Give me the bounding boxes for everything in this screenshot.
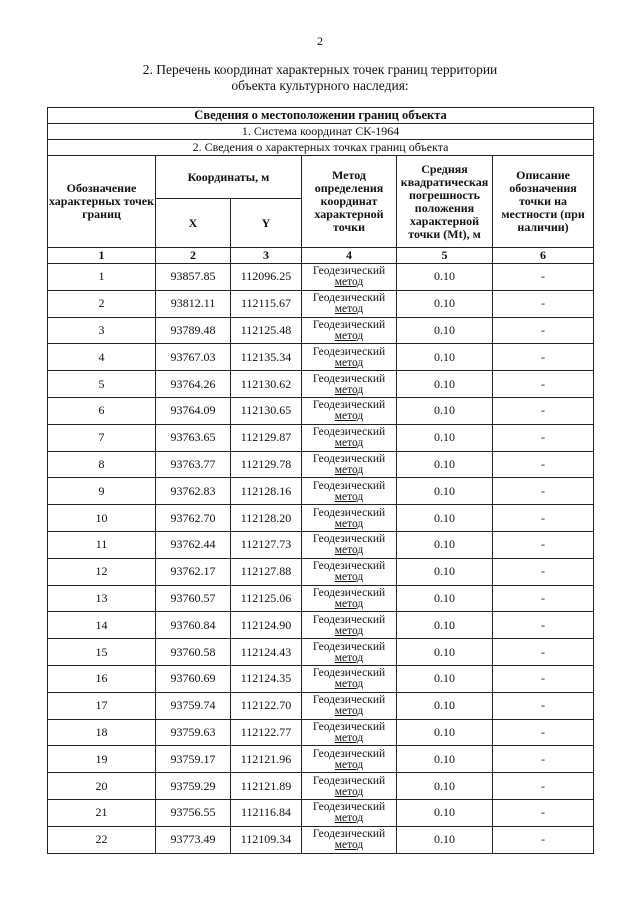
point-number-cell: 2 [48, 290, 156, 317]
method-text [302, 748, 396, 771]
error-cell: 0.10 [397, 692, 493, 719]
method-text [302, 560, 396, 583]
method-line-1: Геодезический [312, 265, 386, 278]
method-cell [302, 826, 397, 853]
y-coordinate-cell: 112130.62 [231, 371, 302, 398]
column-number: 6 [493, 248, 594, 264]
table-row [48, 344, 594, 371]
method-line-2: метод [334, 410, 364, 423]
description-cell: - [493, 746, 594, 773]
method-text [302, 801, 396, 824]
method-line-1: Геодезический [312, 426, 386, 439]
description-cell: - [493, 478, 594, 505]
point-number-cell: 13 [48, 585, 156, 612]
table-row [48, 612, 594, 639]
table-title: Сведения о местоположении границ объекта [48, 108, 594, 124]
table-row [48, 826, 594, 853]
description-cell: - [493, 799, 594, 826]
method-line-1: Геодезический [312, 292, 386, 305]
error-cell: 0.10 [397, 424, 493, 451]
error-cell: 0.10 [397, 290, 493, 317]
point-number-cell: 7 [48, 424, 156, 451]
y-coordinate-cell: 112122.70 [231, 692, 302, 719]
method-line-2: метод [334, 624, 364, 637]
point-number-cell: 17 [48, 692, 156, 719]
method-text [302, 292, 396, 315]
description-cell: - [493, 344, 594, 371]
page-heading [0, 62, 640, 94]
method-line-1: Геодезический [312, 345, 386, 358]
heading-line-1: 2. Перечень координат характерных точек границ территории [142, 62, 498, 77]
table-row [48, 719, 594, 746]
method-line-1: Геодезический [312, 613, 386, 626]
y-coordinate-cell: 112124.35 [231, 665, 302, 692]
error-cell: 0.10 [397, 451, 493, 478]
description-cell: - [493, 719, 594, 746]
description-cell: - [493, 505, 594, 532]
point-number-cell: 12 [48, 558, 156, 585]
table-row [48, 317, 594, 344]
table-row [48, 799, 594, 826]
header-method: Метод определения координат характерной точки [302, 156, 397, 248]
method-text [302, 828, 396, 851]
error-cell: 0.10 [397, 317, 493, 344]
method-line-1: Геодезический [312, 694, 386, 707]
description-cell: - [493, 558, 594, 585]
description-cell: - [493, 531, 594, 558]
method-line-1: Геодезический [312, 560, 386, 573]
method-cell [302, 773, 397, 800]
description-cell: - [493, 665, 594, 692]
method-text [302, 775, 396, 798]
table-row [48, 397, 594, 424]
method-line-2: метод [334, 678, 364, 691]
point-number-cell: 3 [48, 317, 156, 344]
method-line-1: Геодезический [312, 747, 386, 760]
column-number: 1 [48, 248, 156, 264]
table-row [48, 505, 594, 532]
description-cell: - [493, 826, 594, 853]
method-line-1: Геодезический [312, 506, 386, 519]
method-cell [302, 264, 397, 291]
method-line-1: Геодезический [312, 586, 386, 599]
point-number-cell: 4 [48, 344, 156, 371]
heading-line-2: объекта культурного наследия: [231, 78, 409, 93]
method-cell [302, 531, 397, 558]
x-coordinate-cell: 93762.83 [156, 478, 231, 505]
method-text [302, 346, 396, 369]
error-cell: 0.10 [397, 773, 493, 800]
method-text [302, 480, 396, 503]
description-cell: - [493, 290, 594, 317]
method-text [302, 667, 396, 690]
y-coordinate-cell: 112121.96 [231, 746, 302, 773]
x-coordinate-cell: 93759.17 [156, 746, 231, 773]
header-description: Описание обозначения точки на местности (при наличии) [493, 156, 594, 248]
method-line-2: метод [334, 437, 364, 450]
point-number-cell: 8 [48, 451, 156, 478]
x-coordinate-cell: 93812.11 [156, 290, 231, 317]
method-line-1: Геодезический [312, 640, 386, 653]
y-coordinate-cell: 112115.67 [231, 290, 302, 317]
error-cell: 0.10 [397, 531, 493, 558]
description-cell: - [493, 317, 594, 344]
table-row [48, 424, 594, 451]
method-line-1: Геодезический [312, 720, 386, 733]
method-text [302, 694, 396, 717]
method-cell [302, 665, 397, 692]
method-line-2: метод [334, 463, 364, 476]
column-number: 5 [397, 248, 493, 264]
error-cell: 0.10 [397, 826, 493, 853]
x-coordinate-cell: 93759.63 [156, 719, 231, 746]
header-y: Y [231, 199, 302, 248]
method-line-2: метод [334, 383, 364, 396]
x-coordinate-cell: 93764.26 [156, 371, 231, 398]
method-cell [302, 478, 397, 505]
y-coordinate-cell: 112121.89 [231, 773, 302, 800]
x-coordinate-cell: 93760.57 [156, 585, 231, 612]
error-cell: 0.10 [397, 585, 493, 612]
x-coordinate-cell: 93763.77 [156, 451, 231, 478]
point-number-cell: 22 [48, 826, 156, 853]
method-line-2: метод [334, 303, 364, 316]
y-coordinate-cell: 112096.25 [231, 264, 302, 291]
x-coordinate-cell: 93857.85 [156, 264, 231, 291]
y-coordinate-cell: 112128.16 [231, 478, 302, 505]
method-line-1: Геодезический [312, 828, 386, 841]
method-line-1: Геодезический [312, 318, 386, 331]
method-line-1: Геодезический [312, 774, 386, 787]
error-cell: 0.10 [397, 746, 493, 773]
header-point: Обозначение характерных точек границ [48, 156, 156, 248]
column-number: 3 [231, 248, 302, 264]
method-text [302, 587, 396, 610]
points-info-heading: 2. Сведения о характерных точках границ объекта [48, 140, 594, 156]
x-coordinate-cell: 93759.74 [156, 692, 231, 719]
point-number-cell: 1 [48, 264, 156, 291]
method-line-2: метод [334, 544, 364, 557]
method-cell [302, 397, 397, 424]
method-text [302, 373, 396, 396]
method-line-2: метод [334, 812, 364, 825]
point-number-cell: 20 [48, 773, 156, 800]
method-cell [302, 799, 397, 826]
method-cell [302, 692, 397, 719]
method-line-2: метод [334, 731, 364, 744]
y-coordinate-cell: 112125.06 [231, 585, 302, 612]
method-text [302, 319, 396, 342]
table-row [48, 746, 594, 773]
table-row [48, 478, 594, 505]
error-cell: 0.10 [397, 344, 493, 371]
method-line-1: Геодезический [312, 479, 386, 492]
description-cell: - [493, 773, 594, 800]
method-cell [302, 612, 397, 639]
x-coordinate-cell: 93762.70 [156, 505, 231, 532]
method-line-2: метод [334, 329, 364, 342]
y-coordinate-cell: 112124.43 [231, 639, 302, 666]
method-text [302, 533, 396, 556]
table-row [48, 665, 594, 692]
method-cell [302, 290, 397, 317]
error-cell: 0.10 [397, 371, 493, 398]
method-cell [302, 451, 397, 478]
y-coordinate-cell: 112122.77 [231, 719, 302, 746]
method-text [302, 399, 396, 422]
x-coordinate-cell: 93767.03 [156, 344, 231, 371]
description-cell: - [493, 264, 594, 291]
method-line-2: метод [334, 758, 364, 771]
y-coordinate-cell: 112124.90 [231, 612, 302, 639]
x-coordinate-cell: 93760.58 [156, 639, 231, 666]
header-coordinates: Координаты, м [156, 156, 302, 199]
method-cell [302, 639, 397, 666]
method-cell [302, 746, 397, 773]
y-coordinate-cell: 112129.87 [231, 424, 302, 451]
point-number-cell: 10 [48, 505, 156, 532]
x-coordinate-cell: 93759.29 [156, 773, 231, 800]
point-number-cell: 11 [48, 531, 156, 558]
table-row [48, 585, 594, 612]
table-row [48, 692, 594, 719]
error-cell: 0.10 [397, 397, 493, 424]
method-text [302, 721, 396, 744]
method-line-2: метод [334, 490, 364, 503]
method-text [302, 507, 396, 530]
error-cell: 0.10 [397, 799, 493, 826]
x-coordinate-cell: 93789.48 [156, 317, 231, 344]
error-cell: 0.10 [397, 665, 493, 692]
x-coordinate-cell: 93763.65 [156, 424, 231, 451]
table-row [48, 639, 594, 666]
page-number: 2 [317, 34, 323, 48]
point-number-cell: 15 [48, 639, 156, 666]
method-cell [302, 719, 397, 746]
method-line-2: метод [334, 571, 364, 584]
point-number-cell: 21 [48, 799, 156, 826]
coordinate-system: 1. Система координат СК-1964 [48, 124, 594, 140]
table-row [48, 558, 594, 585]
description-cell: - [493, 692, 594, 719]
column-number: 4 [302, 248, 397, 264]
description-cell: - [493, 451, 594, 478]
x-coordinate-cell: 93756.55 [156, 799, 231, 826]
table-row [48, 451, 594, 478]
description-cell: - [493, 612, 594, 639]
method-cell [302, 505, 397, 532]
point-number-cell: 14 [48, 612, 156, 639]
y-coordinate-cell: 112135.34 [231, 344, 302, 371]
method-text [302, 614, 396, 637]
description-cell: - [493, 585, 594, 612]
method-line-2: метод [334, 597, 364, 610]
y-coordinate-cell: 112109.34 [231, 826, 302, 853]
method-line-1: Геодезический [312, 801, 386, 814]
method-cell [302, 371, 397, 398]
method-line-1: Геодезический [312, 667, 386, 680]
method-line-2: метод [334, 705, 364, 718]
method-cell [302, 344, 397, 371]
method-line-2: метод [334, 276, 364, 289]
description-cell: - [493, 424, 594, 451]
method-cell [302, 424, 397, 451]
point-number-cell: 6 [48, 397, 156, 424]
method-text [302, 453, 396, 476]
method-text [302, 641, 396, 664]
method-line-2: метод [334, 356, 364, 369]
table-row [48, 773, 594, 800]
table-row [48, 264, 594, 291]
y-coordinate-cell: 112127.73 [231, 531, 302, 558]
error-cell: 0.10 [397, 719, 493, 746]
method-cell [302, 585, 397, 612]
header-x: X [156, 199, 231, 248]
method-line-2: метод [334, 651, 364, 664]
method-line-1: Геодезический [312, 372, 386, 385]
method-text [302, 265, 396, 288]
x-coordinate-cell: 93762.17 [156, 558, 231, 585]
table-row [48, 371, 594, 398]
column-number: 2 [156, 248, 231, 264]
error-cell: 0.10 [397, 505, 493, 532]
point-number-cell: 19 [48, 746, 156, 773]
method-line-1: Геодезический [312, 533, 386, 546]
description-cell: - [493, 639, 594, 666]
y-coordinate-cell: 112130.65 [231, 397, 302, 424]
method-line-2: метод [334, 785, 364, 798]
x-coordinate-cell: 93764.09 [156, 397, 231, 424]
y-coordinate-cell: 112125.48 [231, 317, 302, 344]
y-coordinate-cell: 112127.88 [231, 558, 302, 585]
description-cell: - [493, 371, 594, 398]
table-row [48, 290, 594, 317]
x-coordinate-cell: 93760.69 [156, 665, 231, 692]
description-cell: - [493, 397, 594, 424]
method-cell [302, 558, 397, 585]
method-line-1: Геодезический [312, 452, 386, 465]
method-cell [302, 317, 397, 344]
point-number-cell: 5 [48, 371, 156, 398]
method-line-1: Геодезический [312, 399, 386, 412]
point-number-cell: 16 [48, 665, 156, 692]
error-cell: 0.10 [397, 558, 493, 585]
x-coordinate-cell: 93762.44 [156, 531, 231, 558]
y-coordinate-cell: 112129.78 [231, 451, 302, 478]
point-number-cell: 18 [48, 719, 156, 746]
x-coordinate-cell: 93773.49 [156, 826, 231, 853]
x-coordinate-cell: 93760.84 [156, 612, 231, 639]
error-cell: 0.10 [397, 639, 493, 666]
method-line-2: метод [334, 517, 364, 530]
coordinates-table [47, 107, 594, 854]
y-coordinate-cell: 112128.20 [231, 505, 302, 532]
method-text [302, 426, 396, 449]
method-line-2: метод [334, 839, 364, 852]
header-error: Средняя квадратическая погрешность положения характерной точки (Mt), м [397, 156, 493, 248]
error-cell: 0.10 [397, 612, 493, 639]
y-coordinate-cell: 112116.84 [231, 799, 302, 826]
table-row [48, 531, 594, 558]
point-number-cell: 9 [48, 478, 156, 505]
error-cell: 0.10 [397, 264, 493, 291]
error-cell: 0.10 [397, 478, 493, 505]
